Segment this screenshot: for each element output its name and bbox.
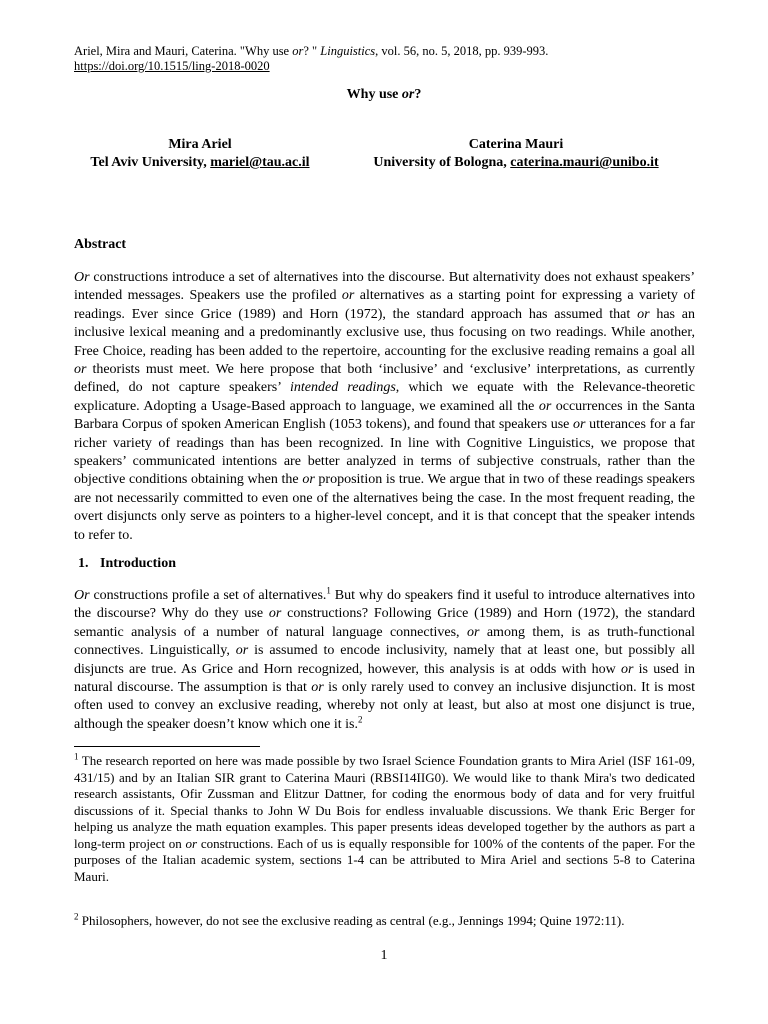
text-run: theorists must meet. We here propose that both ‘inclusive’ and ‘exclusive’ interpretations, as currently defined, do not capture speakers’	[74, 362, 695, 396]
text-run: constructions introduce a set of alternatives into the discourse. But alternativity does not exhaust speakers’ intended messages. Speakers use the profiled	[74, 270, 695, 304]
text-run: constructions profile a set of alternatives.	[89, 588, 327, 603]
affiliation-text: Tel Aviv University,	[90, 155, 211, 170]
author-block-ariel	[74, 136, 326, 172]
text-run: is assumed to encode inclusivity, namely that at least one, but possibly all disjuncts are true. As Grice and Horn recognized, however, this analysis is at odds with how	[74, 643, 695, 677]
italic-text: Or	[74, 270, 90, 285]
author-email-link[interactable]: mariel@tau.ac.il	[210, 155, 310, 170]
affiliation-text: University of Bologna,	[373, 155, 511, 170]
introduction-body	[74, 587, 695, 734]
page-number: 1	[380, 948, 388, 963]
footnote-mark: 2	[74, 911, 79, 922]
citation-quote-end: ? "	[303, 44, 321, 58]
footnote-mark: 1	[74, 751, 79, 762]
text-run: , which we equate with the Relevance-theoretic explicature. Adopting a Usage-Based approach to language, we examined all the	[74, 380, 696, 414]
italic-text: intended readings	[289, 380, 396, 396]
italic-text: Or	[74, 588, 90, 603]
italic-text: or	[538, 398, 552, 414]
text-run: is only rarely used to convey an inclusive disjunction. It is most often used to convey an exclusive reading, whereby not only at least, but also at most one disjunct is true, although the speaker doesn’t know which one it is.	[74, 680, 695, 732]
italic-text: or	[302, 472, 315, 488]
author-affiliation	[356, 154, 676, 172]
text-run: utterances for a far richer variety of readings than has been recognized. In line with Cognitive Linguistics, we propose that speakers’ communicated intentions are better analyzed in terms of subjective construals, rather than the objective conditions obtaining when the	[74, 417, 695, 488]
title-italic: or	[401, 87, 415, 102]
author-block-mauri	[356, 136, 676, 172]
text-run: among them, is as truth-functional connectives. Linguistically,	[74, 624, 695, 659]
text-run: constructions. Each of us is equally responsible for 100% of the contents of the paper. For the purposes of the Italian academic system, sections 1-4 can be attributed to Mira Ariel and sections 5-8 to Caterina Mauri.	[74, 835, 696, 884]
text-run: occurrences in the Santa Barbara Corpus of spoken American English (1053 tokens), and found that speakers use	[74, 398, 695, 433]
citation-journal: Linguistics	[320, 44, 376, 58]
citation-header	[74, 44, 554, 74]
italic-text: or	[573, 417, 586, 433]
italic-text: or	[268, 606, 282, 622]
footnote-text	[74, 753, 695, 884]
footnote-ref[interactable]: 2	[357, 714, 363, 725]
introduction-heading	[78, 556, 176, 572]
footnote-text	[79, 913, 625, 928]
text-run: is used in natural discourse. The assumption is that	[74, 661, 696, 696]
italic-text: or	[341, 288, 355, 304]
text-run: proposition is true. We argue that in two of these readings speakers are not necessarily committed to even one of the alternatives being the case. In the most frequent reading, the overt disjuncts only serve as pointers to a higher-level concept, and it is that concept that the speaker intends to refer to.	[74, 472, 696, 543]
footnote-2	[74, 913, 695, 930]
text-run: The research reported on here was made possible by two Israel Science Foundation grants to Mira Ariel (ISF 161-09, 431/15) and by an Italian SIR grant to Caterina Mauri (RBSI14IIG0). We would like to thank Mira's two dedicated research assistants, Ofir Zussman and Elitzur Dattner, for coding the enormous body of data and for very fruitful discussions of it. Special thanks to John W Du Bois for endless invaluable discussions. We thank Eric Berger for helping us analyze the math equation examples. This paper presents ideas developed together by the authors as part a long-term project on	[74, 753, 695, 851]
abstract-heading: Abstract	[74, 237, 127, 252]
author-name: Caterina Mauri	[468, 137, 564, 152]
doi-link[interactable]: https://doi.org/10.1515/ling-2018-0020	[74, 59, 270, 73]
author-name: Mira Ariel	[168, 137, 232, 152]
text-run: has an inclusive lexical meaning and a predominantly exclusive use, thus focusing on two readings. While another, Free Choice, reading has been added to the repertoire, accounting for the exclusive reading remains a goal all	[74, 306, 695, 359]
italic-text: or	[185, 835, 198, 851]
footnote-ref[interactable]: 1	[326, 585, 331, 596]
italic-text: or	[637, 306, 650, 322]
author-affiliation	[74, 154, 326, 172]
paper-title	[0, 87, 768, 103]
section-number: 1.	[78, 556, 89, 571]
text-run: But why do speakers find it useful to introduce alternatives into the discourse? Why do they use	[74, 588, 695, 622]
author-email-link[interactable]: caterina.mauri@unibo.it	[510, 155, 659, 170]
italic-text: or	[466, 624, 480, 640]
text-run: alternatives as a starting point for expressing a variety of readings. Ever since Grice (1989) and Horn (1972), the standard approach has assumed that	[74, 288, 695, 322]
section-title: Introduction	[100, 556, 176, 571]
footnote-1	[74, 753, 695, 885]
text-run: Philosophers, however, do not see the exclusive reading as central (e.g., Jennings 1994; Quine 1972:11).	[78, 913, 625, 928]
citation-text: Ariel, Mira and Mauri, Caterina. "Why use	[74, 44, 293, 58]
title-suffix: ?	[414, 87, 422, 102]
italic-text: or	[74, 362, 87, 378]
italic-text: or	[620, 661, 634, 677]
text-run: constructions? Following Grice (1989) and Horn (1972), the standard semantic analysis of a number of natural language connectives,	[74, 606, 695, 640]
citation-details: , vol. 56, no. 5, 2018, pp. 939-993.	[375, 44, 549, 58]
abstract-body	[74, 269, 695, 545]
title-prefix: Why use	[346, 87, 402, 102]
italic-text: or	[311, 680, 324, 696]
footnote-divider	[74, 746, 260, 747]
citation-or: or	[292, 44, 304, 58]
italic-text: or	[235, 643, 249, 659]
